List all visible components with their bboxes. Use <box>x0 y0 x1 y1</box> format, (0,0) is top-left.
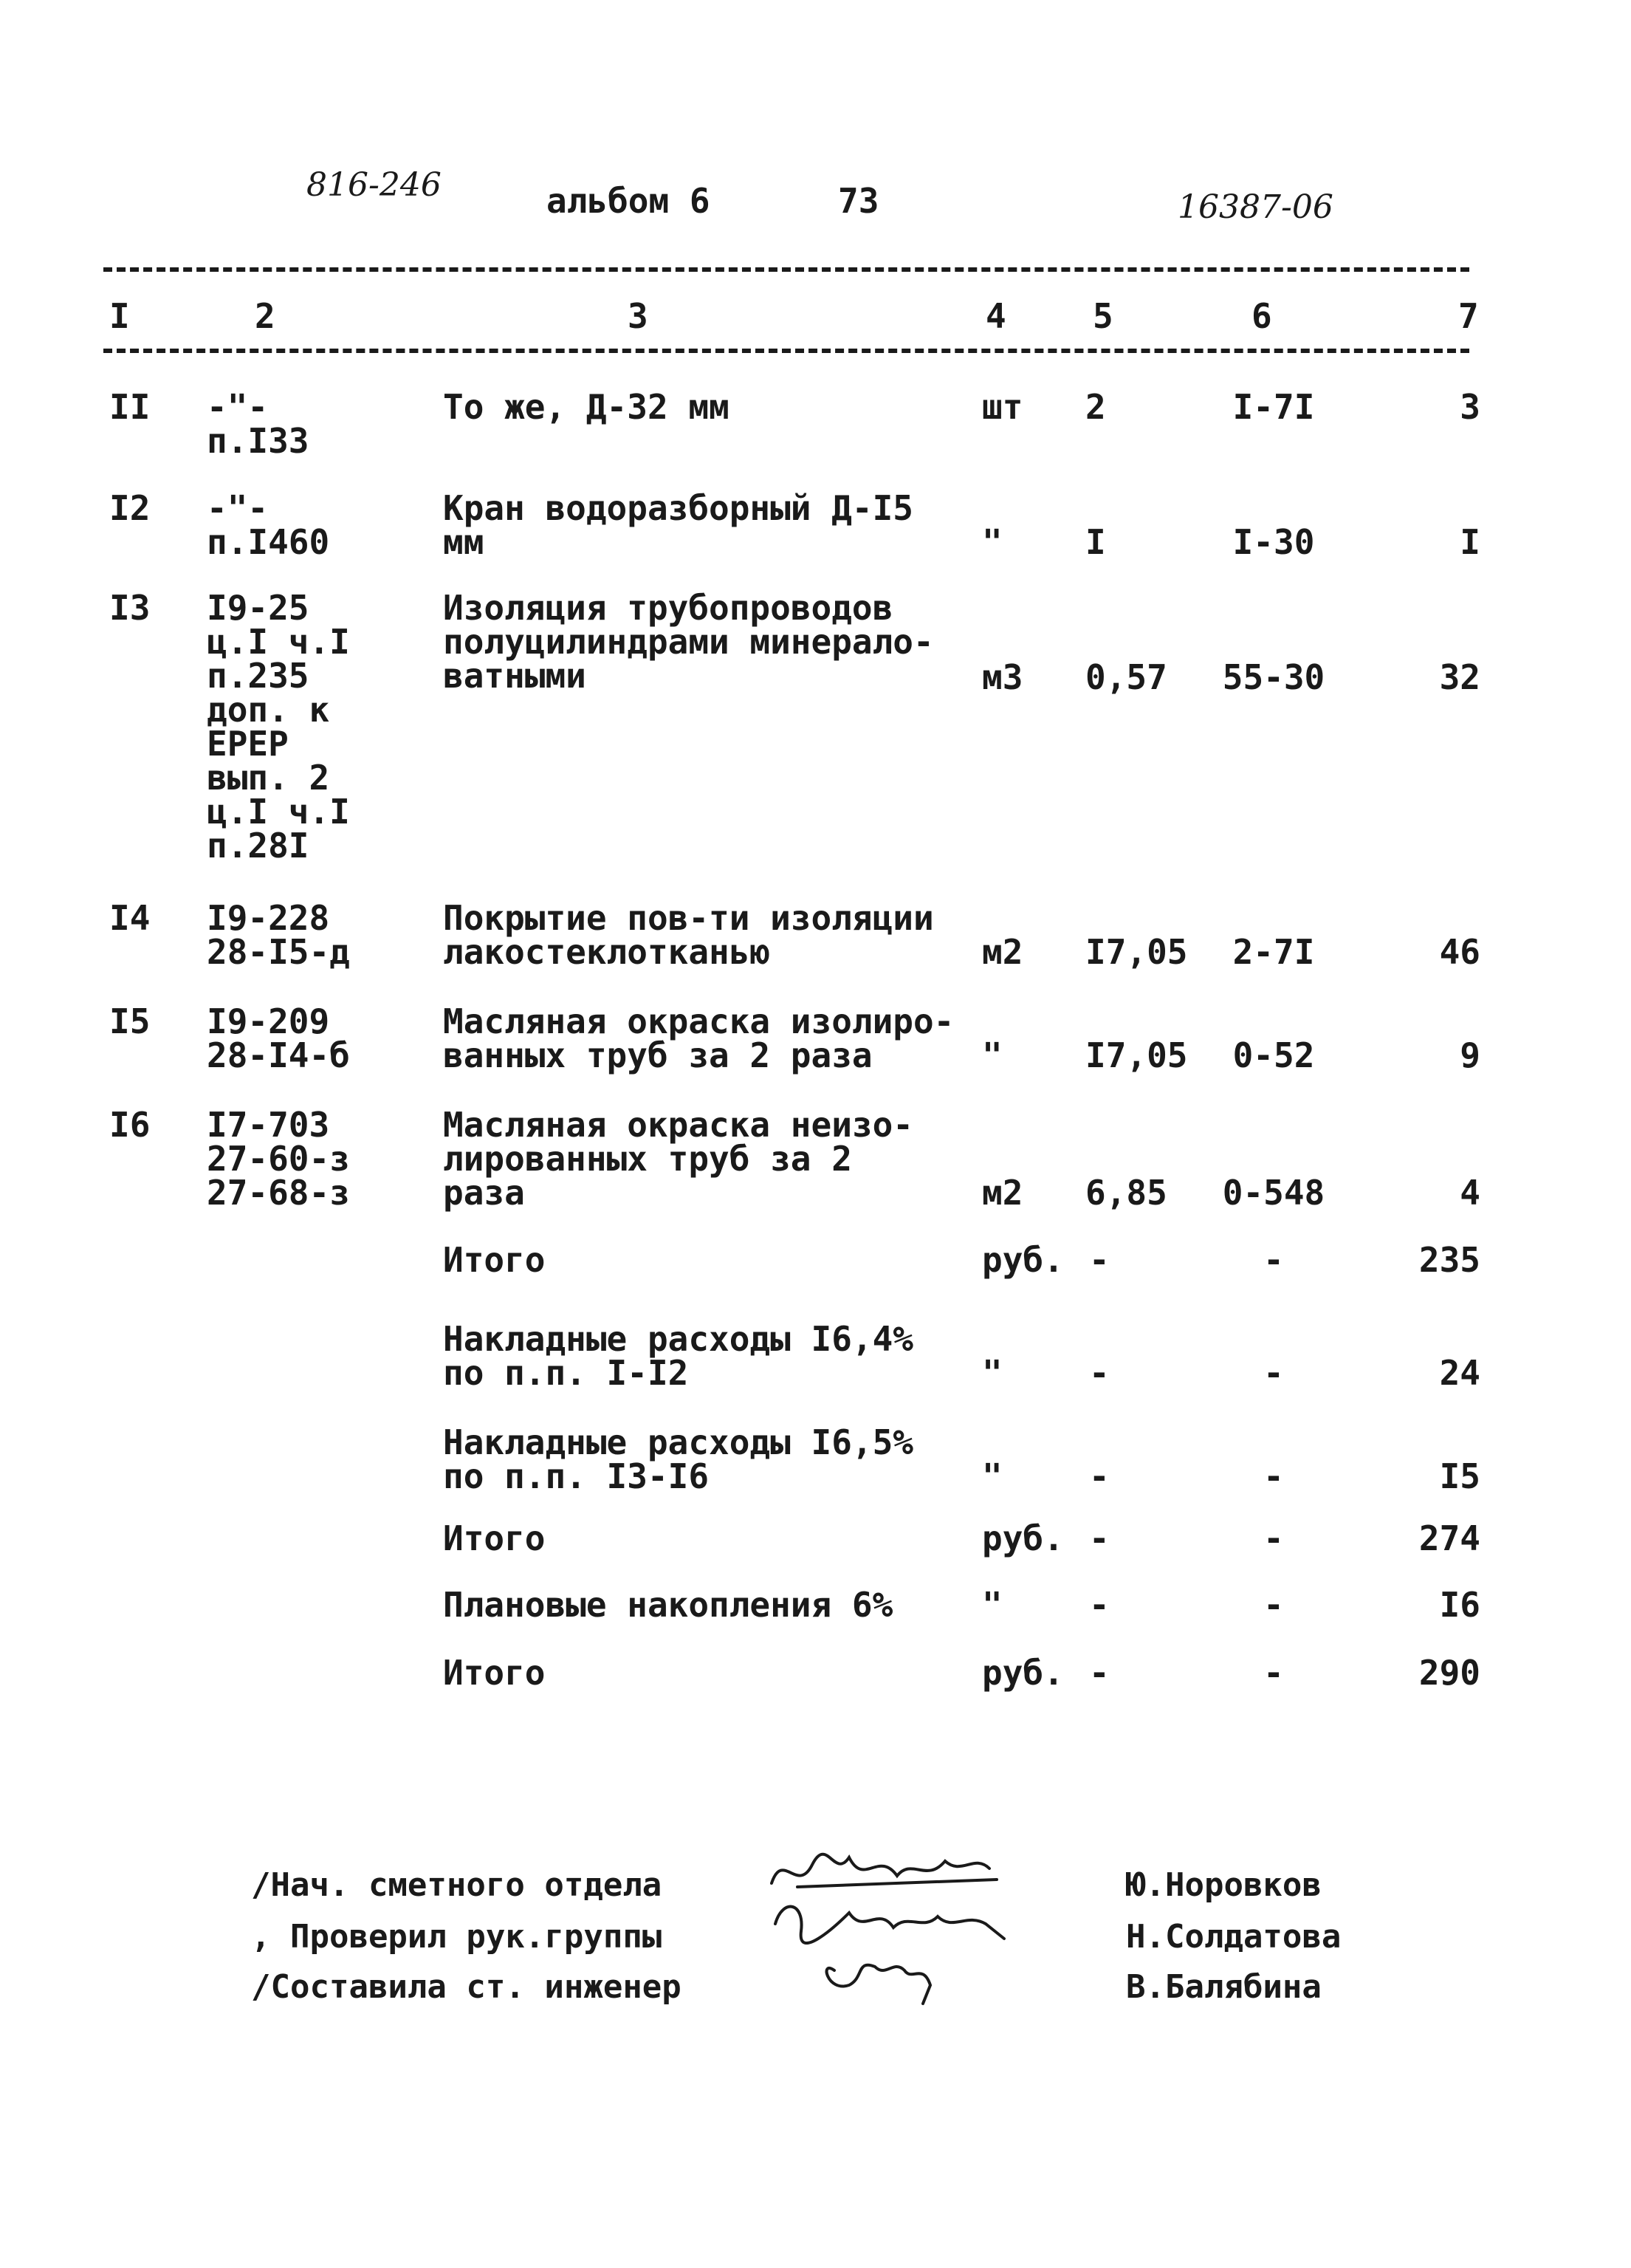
signatory-name: Н.Солдатова <box>1126 1918 1342 1956</box>
summary-description-line: Итого <box>443 1240 546 1280</box>
reference-line: п.235 <box>207 656 309 696</box>
quantity-cell: 6,85 <box>1085 1173 1167 1213</box>
summary-price-cell: - <box>1263 1456 1284 1496</box>
summary-total-cell: I5 <box>1439 1456 1480 1496</box>
reference-line: 28-I4-б <box>207 1035 350 1075</box>
reference-line: 27-60-з <box>207 1139 350 1179</box>
summary-description-line: Плановые накопления 6% <box>443 1585 893 1625</box>
summary-description-line: по п.п. I3-I6 <box>443 1456 710 1496</box>
summary-quantity-cell: - <box>1089 1240 1110 1280</box>
total-cell: 4 <box>1460 1173 1480 1213</box>
description-line: Изоляция трубопроводов <box>443 588 893 628</box>
reference-line: ц.I ч.I <box>207 622 350 662</box>
description-line: Масляная окраска неизо- <box>443 1105 913 1145</box>
reference-line: 28-I5-д <box>207 932 350 972</box>
unit-price-cell: I-30 <box>1232 522 1315 562</box>
summary-unit-cell: " <box>982 1456 1003 1496</box>
reference-line: -"- <box>207 387 269 427</box>
summary-unit-cell: руб. <box>982 1653 1064 1693</box>
reference-line: п.I33 <box>207 421 309 461</box>
summary-description-line: по п.п. I-I2 <box>443 1353 689 1393</box>
reference-line: I9-209 <box>207 1001 330 1041</box>
summary-total-cell: I6 <box>1439 1585 1480 1625</box>
reference-line: 27-68-з <box>207 1173 350 1213</box>
description-line: То же, Д-32 мм <box>443 387 729 427</box>
reference-line: п.28I <box>207 826 309 866</box>
unit-cell: шт <box>982 387 1023 427</box>
total-cell: 9 <box>1460 1035 1480 1075</box>
summary-description-line: Накладные расходы I6,5% <box>443 1422 913 1462</box>
unit-cell: " <box>982 522 1003 562</box>
row-number: II <box>109 387 151 427</box>
total-cell: I <box>1460 522 1480 562</box>
header-bottom-rule <box>103 349 1469 353</box>
description-line: полуцилиндрами минерало- <box>443 622 934 662</box>
column-header-2: 2 <box>255 296 275 336</box>
summary-unit-cell: руб. <box>982 1240 1064 1280</box>
unit-cell: м2 <box>982 1173 1023 1213</box>
description-line: Масляная окраска изолиро- <box>443 1001 955 1041</box>
description-line: Кран водоразборный Д-I5 <box>443 488 913 528</box>
page-number: 73 <box>838 181 879 221</box>
reference-line: I9-228 <box>207 898 330 938</box>
reference-line: I7-703 <box>207 1105 330 1145</box>
description-line: раза <box>443 1173 525 1213</box>
summary-quantity-cell: - <box>1089 1585 1110 1625</box>
reference-line: ЕРЕР <box>207 724 289 764</box>
total-cell: 46 <box>1439 932 1480 972</box>
total-cell: 3 <box>1460 387 1480 427</box>
reference-line: -"- <box>207 488 269 528</box>
column-header-7: 7 <box>1458 296 1479 336</box>
summary-quantity-cell: - <box>1089 1518 1110 1558</box>
signature-role: , Проверил рук.группы <box>251 1918 662 1956</box>
reference-line: доп. к <box>207 690 330 730</box>
summary-price-cell: - <box>1263 1518 1284 1558</box>
summary-total-cell: 235 <box>1418 1240 1480 1280</box>
summary-unit-cell: " <box>982 1353 1003 1393</box>
description-line: ватными <box>443 656 586 696</box>
quantity-cell: 0,57 <box>1085 657 1167 697</box>
row-number: I2 <box>109 488 151 528</box>
handwritten-signature <box>812 1945 1056 2011</box>
header-top-rule <box>103 267 1469 272</box>
summary-price-cell: - <box>1263 1653 1284 1693</box>
quantity-cell: I <box>1085 522 1106 562</box>
unit-cell: м3 <box>982 657 1023 697</box>
signature-role: /Нач. сметного отдела <box>251 1866 662 1904</box>
summary-quantity-cell: - <box>1089 1653 1110 1693</box>
description-line: лированных труб за 2 <box>443 1139 852 1179</box>
summary-description-line: Итого <box>443 1518 546 1558</box>
summary-price-cell: - <box>1263 1585 1284 1625</box>
column-header-4: 4 <box>986 296 1006 336</box>
summary-description-line: Накладные расходы I6,4% <box>443 1319 913 1359</box>
reference-line: п.I460 <box>207 522 330 562</box>
unit-price-cell: 0-548 <box>1222 1173 1325 1213</box>
summary-total-cell: 274 <box>1418 1518 1480 1558</box>
signatory-name: В.Балябина <box>1126 1968 1322 2006</box>
summary-description-line: Итого <box>443 1653 546 1693</box>
column-header-3: 3 <box>628 296 648 336</box>
summary-total-cell: 290 <box>1418 1653 1480 1693</box>
summary-quantity-cell: - <box>1089 1456 1110 1496</box>
row-number: I3 <box>109 588 151 628</box>
unit-cell: " <box>982 1035 1003 1075</box>
row-number: I6 <box>109 1105 151 1145</box>
unit-price-cell: I-7I <box>1232 387 1315 427</box>
description-line: ванных труб за 2 раза <box>443 1035 873 1075</box>
unit-price-cell: 2-7I <box>1232 932 1315 972</box>
album-label: альбом 6 <box>546 181 710 221</box>
description-line: лакостеклотканью <box>443 932 771 972</box>
column-header-6: 6 <box>1251 296 1272 336</box>
column-header-1: I <box>109 296 130 336</box>
reference-line: ц.I ч.I <box>207 792 350 832</box>
column-header-5: 5 <box>1093 296 1113 336</box>
quantity-cell: I7,05 <box>1085 1035 1188 1075</box>
unit-price-cell: 0-52 <box>1232 1035 1315 1075</box>
description-line: Покрытие пов-ти изоляции <box>443 898 934 938</box>
row-number: I5 <box>109 1001 151 1041</box>
unit-cell: м2 <box>982 932 1023 972</box>
quantity-cell: 2 <box>1085 387 1106 427</box>
summary-price-cell: - <box>1263 1240 1284 1280</box>
row-number: I4 <box>109 898 151 938</box>
reference-line: I9-25 <box>207 588 309 628</box>
summary-unit-cell: " <box>982 1585 1003 1625</box>
total-cell: 32 <box>1439 657 1480 697</box>
signature-role: /Составила ст. инженер <box>251 1968 681 2006</box>
summary-total-cell: 24 <box>1439 1353 1480 1393</box>
summary-unit-cell: руб. <box>982 1518 1064 1558</box>
signatory-name: Ю.Норовков <box>1126 1866 1322 1904</box>
doc-code: 816-246 <box>306 166 442 204</box>
project-code: 16387-06 <box>1178 188 1333 226</box>
summary-price-cell: - <box>1263 1353 1284 1393</box>
quantity-cell: I7,05 <box>1085 932 1188 972</box>
reference-line: вып. 2 <box>207 758 330 798</box>
unit-price-cell: 55-30 <box>1222 657 1325 697</box>
summary-quantity-cell: - <box>1089 1353 1110 1393</box>
description-line: мм <box>443 522 484 562</box>
